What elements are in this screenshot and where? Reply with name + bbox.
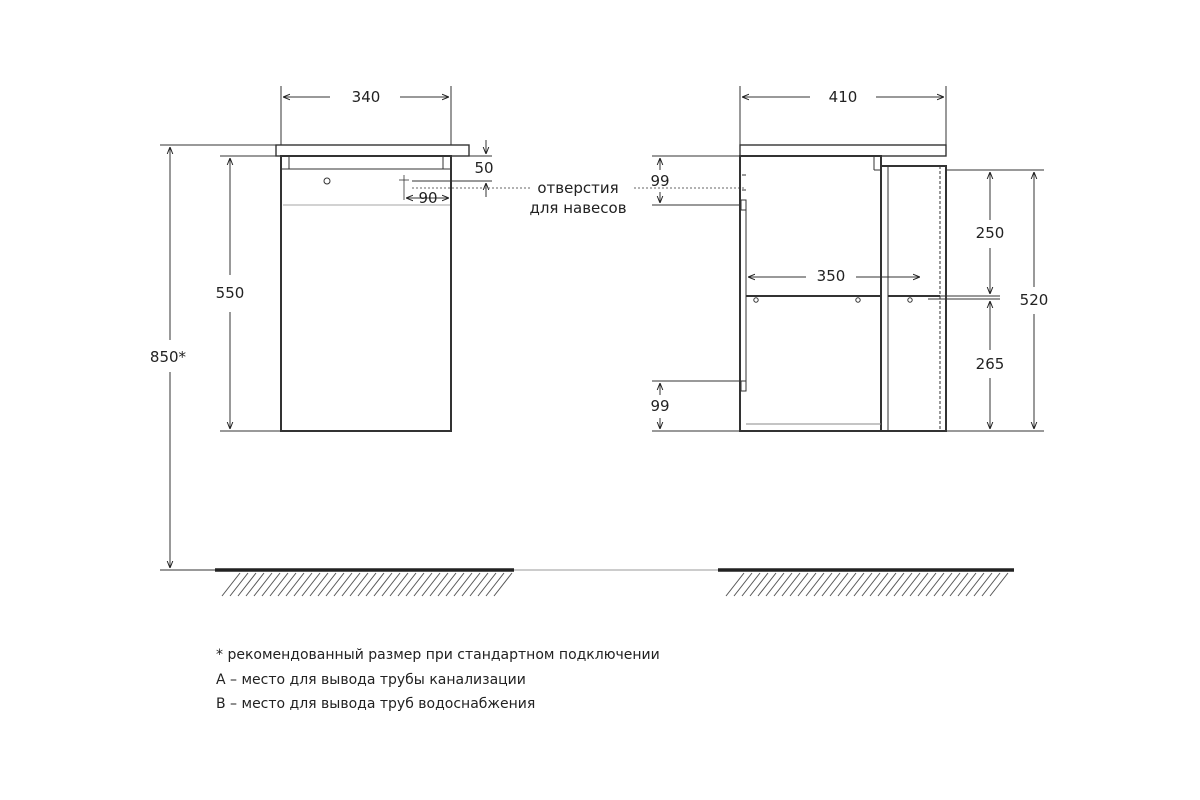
floor-hatch-line <box>462 573 480 596</box>
floor-hatch-line <box>774 573 792 596</box>
floor-hatch-line <box>982 573 1000 596</box>
floor-hatch-line <box>942 573 960 596</box>
shelf-pin-1 <box>754 298 758 302</box>
legend-item-a: А – место для вывода трубы канализации <box>216 671 526 688</box>
dim-inner-heights <box>928 170 1000 431</box>
floor-hatch-line <box>230 573 248 596</box>
floor-hatch-line <box>910 573 928 596</box>
floor-hatch-line <box>294 573 312 596</box>
dim-top-hole-offset-label: 99 <box>650 172 670 190</box>
dim-side-height-label: 520 <box>1019 291 1049 309</box>
floor-hatch-line <box>342 573 360 596</box>
shelf-pin-2 <box>856 298 860 302</box>
floor-right <box>718 570 1014 596</box>
floor-hatch-line <box>742 573 760 596</box>
floor-hatch-line <box>958 573 976 596</box>
floor-hatch-line <box>870 573 888 596</box>
floor-hatch-line <box>398 573 416 596</box>
floor-hatch-line <box>990 573 1008 596</box>
dim-front-width-label: 340 <box>351 88 381 106</box>
shelf-pin-3 <box>908 298 912 302</box>
floor-hatch-line <box>366 573 384 596</box>
floor-hatch-line <box>446 573 464 596</box>
floor-left <box>215 570 514 596</box>
floor-hatch-line <box>878 573 896 596</box>
floor-hatch-line <box>814 573 832 596</box>
floor-hatch-line <box>414 573 432 596</box>
dim-total-height-label: 850* <box>149 348 187 366</box>
front-countertop <box>276 145 469 156</box>
floor-hatch-line <box>894 573 912 596</box>
floor-hatch-line <box>438 573 456 596</box>
floor-hatch-line <box>318 573 336 596</box>
floor-hatch-line <box>798 573 816 596</box>
floor-hatch-line <box>278 573 296 596</box>
annotation-line-1: отверстия <box>537 179 619 197</box>
dim-side-depth-label: 410 <box>828 88 858 106</box>
floor-hatch-line <box>862 573 880 596</box>
floor-hatch-line <box>470 573 488 596</box>
floor-hatch-line <box>934 573 952 596</box>
floor-hatch-line <box>246 573 264 596</box>
floor-hatch-line <box>262 573 280 596</box>
floor-hatch-line <box>358 573 376 596</box>
floor-hatch-line <box>758 573 776 596</box>
floor-hatch-line <box>286 573 304 596</box>
floor-hatch-line <box>726 573 744 596</box>
floor-hatch-line <box>782 573 800 596</box>
side-countertop <box>740 145 946 156</box>
floor-hatch-line <box>222 573 240 596</box>
floor-hatch-line <box>766 573 784 596</box>
floor-hatch-line <box>478 573 496 596</box>
floor-hatch-line <box>270 573 288 596</box>
floor-hatch-line <box>486 573 504 596</box>
floor-hatch-line <box>422 573 440 596</box>
legend-item-b: В – место для вывода труб водоснабжения <box>216 696 536 712</box>
floor-hatch-line <box>326 573 344 596</box>
dim-shelf-width-label: 350 <box>816 267 846 285</box>
floor-hatch-line <box>254 573 272 596</box>
floor-hatch-line <box>790 573 808 596</box>
side-cabinet-body <box>740 156 881 431</box>
floor-hatch-line <box>854 573 872 596</box>
floor-hatch-line <box>966 573 984 596</box>
floor-hatch-line <box>334 573 352 596</box>
floor-hatch-line <box>902 573 920 596</box>
floor-hatch-line <box>238 573 256 596</box>
dim-top-offset-label: 50 <box>474 159 494 177</box>
floor-hatch-line <box>454 573 472 596</box>
floor-hatch-line <box>390 573 408 596</box>
floor-hatch-line <box>406 573 424 596</box>
floor-hatch-line <box>494 573 512 596</box>
floor-hatch-line <box>750 573 768 596</box>
floor-hatch-line <box>830 573 848 596</box>
floor-hatch-line <box>430 573 448 596</box>
floor-hatch-line <box>950 573 968 596</box>
dim-front-height-label: 550 <box>215 284 245 302</box>
floor-hatch-line <box>974 573 992 596</box>
floor-hatch-line <box>310 573 328 596</box>
floor-hatch-line <box>886 573 904 596</box>
legend-footnote: * рекомендованный размер при стандартном подключении <box>216 647 660 663</box>
floor-hatch-line <box>734 573 752 596</box>
annotation-line-2: для навесов <box>529 199 627 217</box>
floor-hatch-line <box>822 573 840 596</box>
dim-upper-height-label: 250 <box>975 224 1005 242</box>
floor-hatch-line <box>382 573 400 596</box>
front-hanging-hole <box>324 178 330 184</box>
floor-hatch-line <box>838 573 856 596</box>
legend <box>216 645 660 719</box>
floor-hatch-line <box>846 573 864 596</box>
dim-lower-height-label: 265 <box>975 355 1005 373</box>
front-top-strip <box>281 156 451 169</box>
floor-hatch-line <box>806 573 824 596</box>
floor-hatch-line <box>350 573 368 596</box>
side-view <box>740 145 946 431</box>
floor-hatch-line <box>918 573 936 596</box>
dim-bottom-hole-offset-label: 99 <box>650 397 670 415</box>
floor-hatch-line <box>926 573 944 596</box>
floor-hatch-line <box>374 573 392 596</box>
floor-hatch-line <box>302 573 320 596</box>
dim-side-offset-label: 90 <box>418 189 438 207</box>
